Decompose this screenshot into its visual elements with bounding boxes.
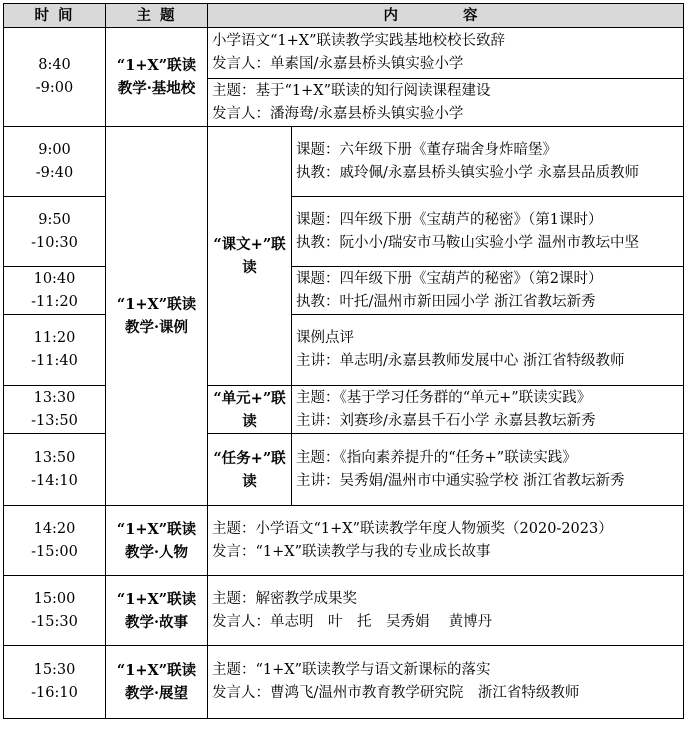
header-row <box>4 4 684 28</box>
time-cell: 13:30 -13:50 <box>4 386 106 434</box>
subtheme-cell: “课文+”联读 <box>208 127 292 386</box>
table-row <box>4 646 684 719</box>
theme-cell: “1+X”联读教学·故事 <box>106 576 208 646</box>
content-cell: 主题：解密教学成果奖 发言人：单志明 叶 托 吴秀娟 黄博丹 <box>208 576 684 646</box>
table-row <box>4 28 684 79</box>
time-cell: 15:30 -16:10 <box>4 646 106 719</box>
time-cell: 10:40 -11:20 <box>4 267 106 315</box>
table-row <box>4 127 684 197</box>
content-cell: 主题：《基于学习任务群的“单元+”联读实践》 主讲：刘赛珍/永嘉县千石小学 永嘉县教坛新秀 <box>292 386 684 434</box>
subtheme-cell: “单元+”联读 <box>208 386 292 434</box>
content-cell: 课题：四年级下册《宝葫芦的秘密》（第1课时） 执教：阮小小/瑞安市马鞍山实验小学 温州市教坛中坚 <box>292 197 684 267</box>
content-cell: 主题：小学语文“1+X”联读教学年度人物颁奖（2020-2023） 发言：“1+X”联读教学与我的专业成长故事 <box>208 506 684 576</box>
time-cell: 13:50 -14:10 <box>4 434 106 506</box>
table-row <box>4 506 684 576</box>
schedule-table <box>3 3 684 719</box>
theme-cell: “1+X”联读教学·人物 <box>106 506 208 576</box>
content-cell: 课例点评 主讲：单志明/永嘉县教师发展中心 浙江省特级教师 <box>292 315 684 386</box>
table-row <box>4 576 684 646</box>
content-cell: 小学语文“1+X”联读教学实践基地校校长致辞 发言人：单素国/永嘉县桥头镇实验小学 <box>208 28 684 79</box>
time-cell: 9:50 -10:30 <box>4 197 106 267</box>
content-cell: 主题：基于“1+X”联读的知行阅读课程建设 发言人：潘海鸯/永嘉县桥头镇实验小学 <box>208 79 684 127</box>
time-cell: 11:20 -11:40 <box>4 315 106 386</box>
time-cell: 15:00 -15:30 <box>4 576 106 646</box>
time-cell: 8:40 -9:00 <box>4 28 106 127</box>
header-content: 内 容 <box>208 4 684 28</box>
theme-cell: “1+X”联读教学·展望 <box>106 646 208 719</box>
theme-cell: “1+X”联读教学·基地校 <box>106 28 208 127</box>
subtheme-cell: “任务+”联读 <box>208 434 292 506</box>
theme-cell: “1+X”联读教学·课例 <box>106 127 208 506</box>
content-cell: 课题：四年级下册《宝葫芦的秘密》（第2课时） 执教：叶托/温州市新田园小学 浙江省教坛新秀 <box>292 267 684 315</box>
content-cell: 课题：六年级下册《董存瑞舍身炸暗堡》 执教：戚玲佩/永嘉县桥头镇实验小学 永嘉县品质教师 <box>292 127 684 197</box>
content-cell: 主题：《指向素养提升的“任务+”联读实践》 主讲：吴秀娟/温州市中通实验学校 浙江省教坛新秀 <box>292 434 684 506</box>
time-cell: 14:20 -15:00 <box>4 506 106 576</box>
header-theme: 主 题 <box>106 4 208 28</box>
time-cell: 9:00 -9:40 <box>4 127 106 197</box>
header-time: 时 间 <box>4 4 106 28</box>
content-cell: 主题：“1+X”联读教学与语文新课标的落实 发言人：曹鸿飞/温州市教育教学研究院 浙江省特级教师 <box>208 646 684 719</box>
